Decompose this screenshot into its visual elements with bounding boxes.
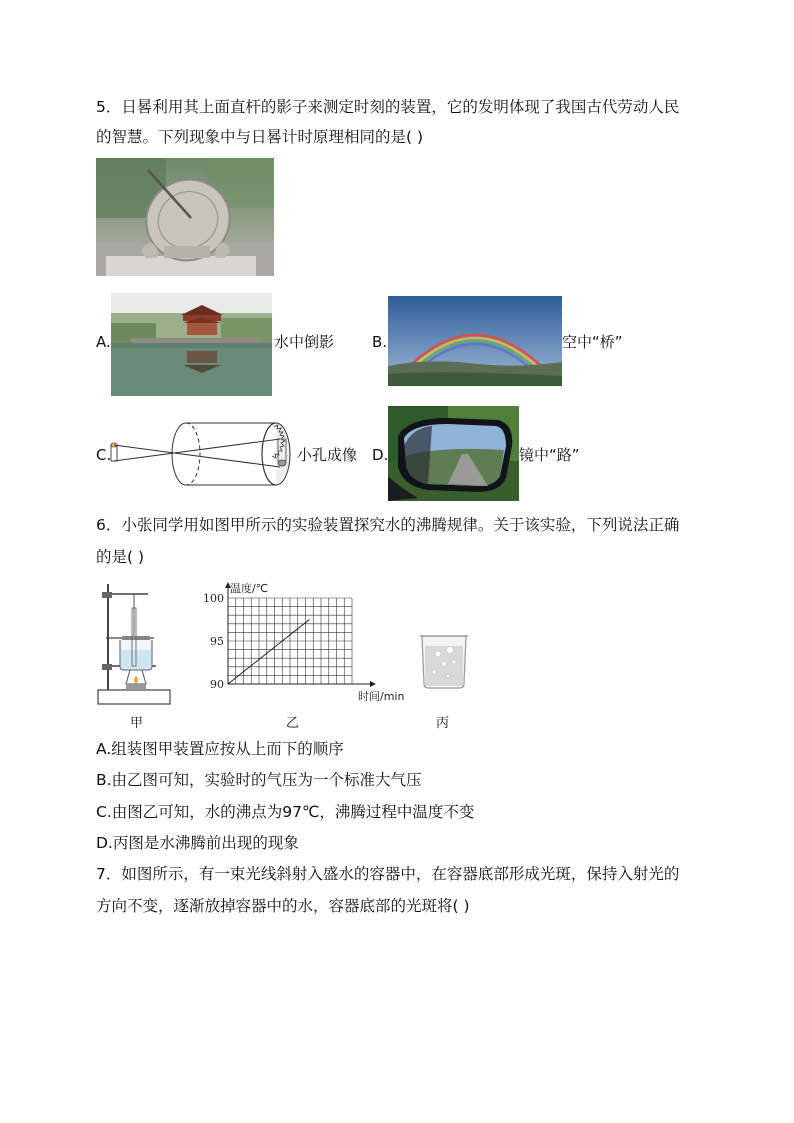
q5-option-a-letter: A. xyxy=(96,333,111,351)
car-mirror-image xyxy=(388,406,519,501)
q6-option-d: D.丙图是水沸腾前出现的现象 xyxy=(96,834,299,852)
y-axis-label: 温度/℃ xyxy=(230,582,269,595)
q5-option-c-letter: C. xyxy=(96,446,112,464)
boiling-apparatus-figure xyxy=(96,578,180,710)
q5-option-c-caption: 小孔成像 xyxy=(297,446,358,464)
y-tick-label: 95 xyxy=(210,635,224,648)
sundial-image xyxy=(96,158,274,276)
beaker-bubbles-figure xyxy=(418,632,470,692)
pavilion-reflection-image xyxy=(111,293,272,396)
pinhole-camera-diagram xyxy=(108,415,298,495)
y-tick-label: 100 xyxy=(203,592,224,605)
figure-jia-label: 甲 xyxy=(130,716,144,731)
q5-option-b-caption: 空中“桥” xyxy=(562,333,623,351)
q5-option-b-letter: B. xyxy=(372,333,388,351)
q6-stem-line1: 6．小张同学用如图甲所示的实验装置探究水的沸腾规律。关于该实验，下列说法正确 xyxy=(96,516,680,534)
rainbow-image xyxy=(388,296,562,386)
q7-stem-line2: 方向不变，逐渐放掉容器中的水，容器底部的光斑将( ) xyxy=(96,897,470,915)
temperature-chart-svg xyxy=(196,578,406,703)
temperature-chart xyxy=(196,578,406,703)
q6-option-b: B.由乙图可知，实验时的气压为一个标准大气压 xyxy=(96,771,422,789)
q5-option-d-letter: D. xyxy=(372,446,389,464)
y-tick-label: 90 xyxy=(210,678,224,691)
q6-stem-line2: 的是( ) xyxy=(96,548,145,566)
figure-yi-label: 乙 xyxy=(286,716,300,731)
q5-stem-line1: 5．日晷利用其上面直杆的影子来测定时刻的装置，它的发明体现了我国古代劳动人民 xyxy=(96,98,680,116)
q7-stem-line1: 7．如图所示，有一束光线斜射入盛水的容器中，在容器底部形成光斑，保持入射光的 xyxy=(96,865,680,883)
x-axis-label: 时间/min xyxy=(358,690,405,703)
figure-bing-label: 丙 xyxy=(436,716,450,731)
q5-option-d-caption: 镜中“路” xyxy=(519,446,580,464)
q6-option-a: A.组装图甲装置应按从上而下的顺序 xyxy=(96,740,344,758)
q5-option-a-caption: 水中倒影 xyxy=(274,333,335,351)
q6-option-c: C.由图乙可知，水的沸点为97℃，沸腾过程中温度不变 xyxy=(96,803,475,821)
temperature-line xyxy=(228,620,309,685)
x-axis-arrow xyxy=(370,681,376,687)
q5-stem-line2: 的智慧。下列现象中与日晷计时原理相同的是( ) xyxy=(96,128,424,146)
